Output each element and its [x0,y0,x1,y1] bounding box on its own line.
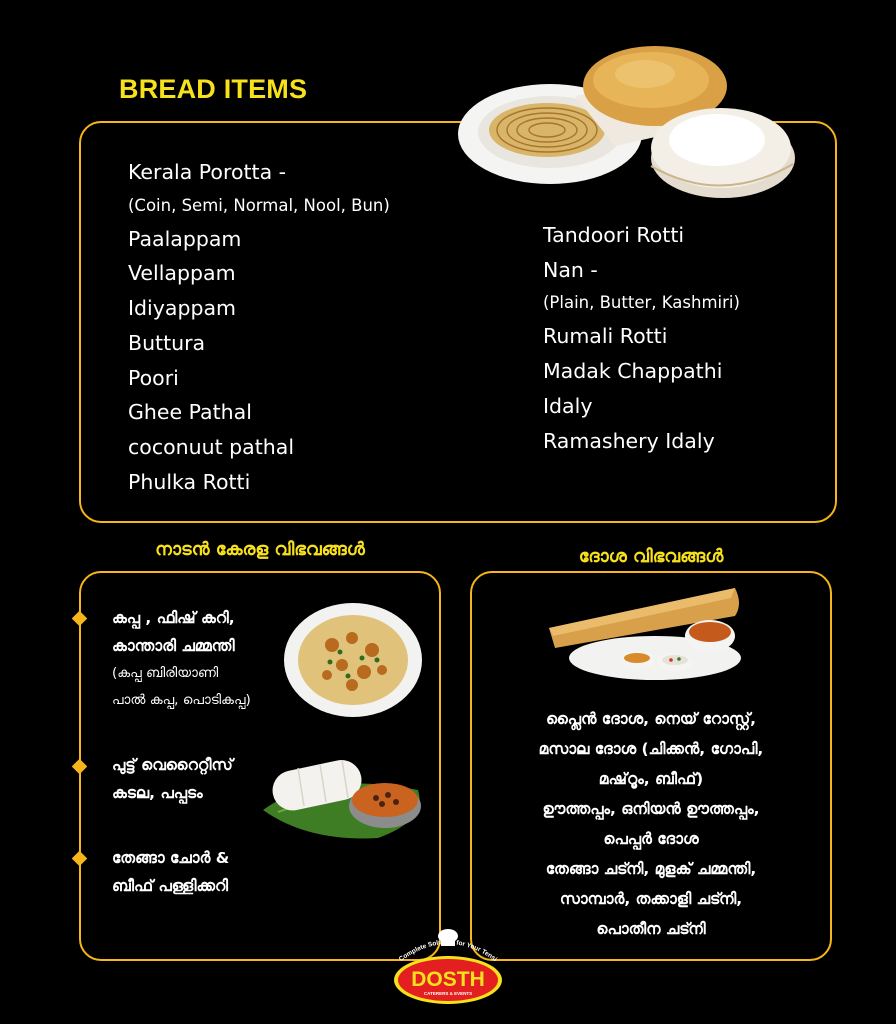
dish-line: പുട്ട് വെറൈറ്റീസ് [112,756,233,774]
dish-line: തേങ്ങാ ചോർ & [112,849,230,867]
dish-sub-line: (കപ്പ ബിരിയാണി [112,665,219,681]
dish-line: കപ്പ , ഫിഷ് കറി, [112,609,235,627]
dosa-line: മഷ്‌റൂം, ബീഫ്) [598,770,704,788]
masala-dosa-image [545,576,745,686]
dish-line: കാന്താരി ചമ്മന്തി [112,637,235,655]
menu-item-variants: (Coin, Semi, Normal, Nool, Bun) [128,195,390,215]
dosa-line: പ്ലൈൻ ദോശ, നെയ് റോസ്റ്റ്, [545,710,757,728]
menu-item: Buttura [128,330,206,355]
kerala-item-thenga-chor [112,844,229,900]
menu-item: Phulka Rotti [128,469,251,494]
menu-item: Kerala Porotta - [128,160,287,184]
menu-item: Madak Chappathi [543,359,723,384]
logo-name: DOSTH [411,968,485,991]
dish-line: കടല, പപ്പടം [112,784,203,802]
puttu-kadala-image [258,750,428,842]
dosa-list [470,704,832,944]
menu-item: Rumali Rotti [543,324,668,349]
bread-food-image [455,36,800,206]
menu-item: Vellappam [128,261,236,286]
dosa-line: ഊത്തപ്പം, ഒനിയൻ ഊത്തപ്പം, [542,800,760,818]
menu-item: Nan - [543,257,598,282]
menu-item: coconuut pathal [128,434,295,459]
bread-items-title: BREAD ITEMS [119,74,308,104]
dosa-line: സാമ്പാർ, തക്കാളി ചട്നി, [559,890,743,908]
kappa-fish-curry-image [282,600,424,720]
menu-item: Idiyappam [128,296,237,321]
dish-line: ബീഫ് പള്ളിക്കറി [112,877,229,895]
bread-right-column [543,218,740,458]
menu-item: Tandoori Rotti [543,223,685,247]
kerala-section-title: നാടൻ കേരള വിഭവങ്ങൾ [155,539,365,560]
logo-tagline: Complete Solution for Your Tensi [397,938,499,964]
bread-left-column [128,155,390,499]
menu-item: Idaly [543,393,593,418]
dish-sub-line: പാൽ കപ്പ, പൊടികപ്പ) [112,692,251,708]
dosth-logo [386,922,510,1006]
dosa-line: പെപ്പർ ദോശ [603,830,699,848]
dosa-section-title: ദോശ വിഭവങ്ങൾ [578,546,724,567]
menu-item: Paalappam [128,226,242,251]
menu-item-variants: (Plain, Butter, Kashmiri) [543,293,740,313]
menu-item: Ghee Pathal [128,400,252,425]
logo-sub: CATERERS & EVENTS [423,991,473,996]
menu-item: Ramashery Idaly [543,428,715,453]
kerala-item-puttu [112,751,233,807]
menu-item: Poori [128,365,179,390]
dosa-line: പൊതീന ചട്നി [596,920,706,938]
dosa-line: തേങ്ങാ ചട്നി, മുളക് ചമ്മന്തി, [545,860,757,878]
kerala-item-kappa [112,604,251,714]
dosa-line: മസാല ദോശ (ചിക്കൻ, ഗോപി, [538,740,764,758]
